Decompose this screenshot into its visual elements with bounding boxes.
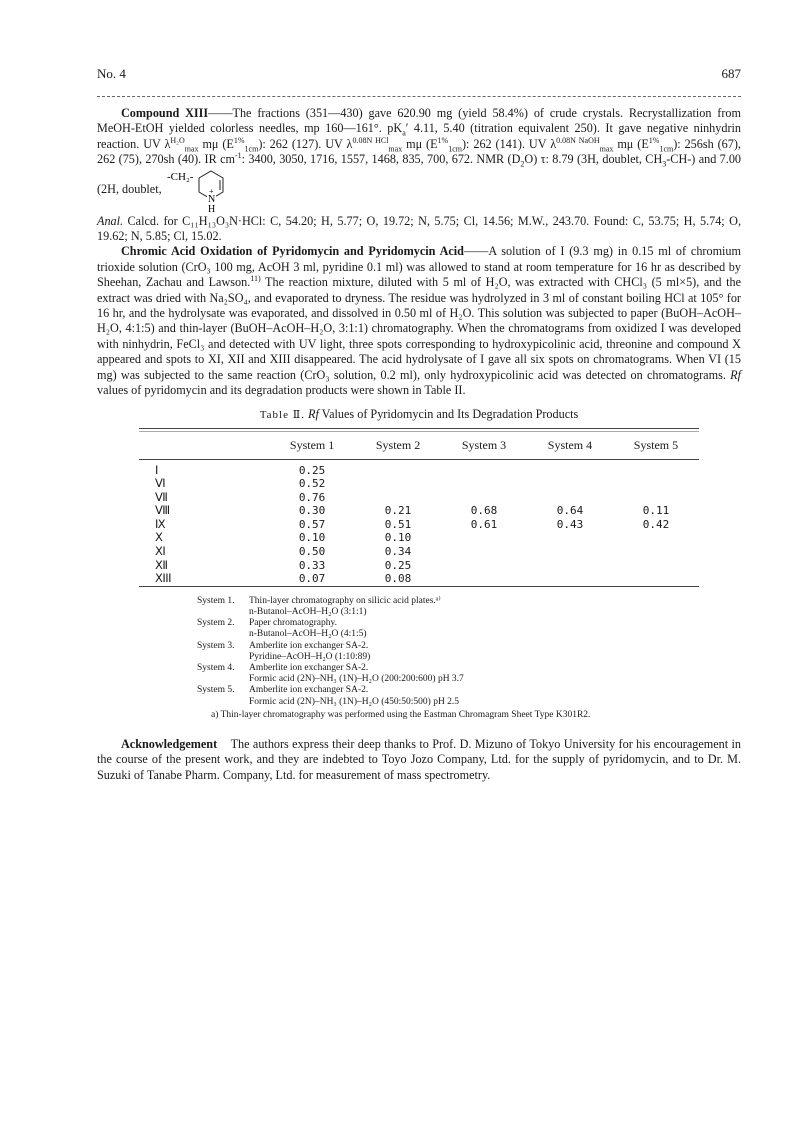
rf-value xyxy=(355,491,441,505)
sub: 1cm xyxy=(244,144,259,154)
rf-value: 0.10 xyxy=(298,531,326,545)
rf-value xyxy=(613,572,699,586)
text: ): 262 (127). UV λ xyxy=(258,136,353,151)
note-line xyxy=(197,663,737,674)
ack-title: Acknowledgement xyxy=(121,737,218,752)
compound-label: Ⅹ xyxy=(155,530,163,545)
sub: max xyxy=(184,144,199,154)
rf-value: 0.10 xyxy=(384,531,412,545)
sup: 1% xyxy=(437,135,449,145)
sup: 0.08N HCl xyxy=(352,135,389,145)
acknowledgement-paragraph xyxy=(97,737,741,783)
sup: 1% xyxy=(233,135,245,145)
note-text: n-Butanol–AcOH–H₂O (3:1:1) xyxy=(249,607,367,618)
rf-value: 0.50 xyxy=(298,545,326,559)
rf-value xyxy=(355,477,441,491)
table-header-row xyxy=(139,431,699,459)
rf-value xyxy=(527,491,613,505)
rf-value xyxy=(527,572,613,586)
dash: —— xyxy=(463,244,489,259)
compound-label: Ⅶ xyxy=(155,489,168,504)
compound-label: Ⅵ xyxy=(155,476,166,491)
text: mμ (E xyxy=(613,136,649,151)
table-row xyxy=(139,531,699,545)
note-line xyxy=(197,618,737,629)
note-text: Thin-layer chromatography on silicic acid plates.ᵃ⁾ xyxy=(249,595,441,606)
rf-value: 0.11 xyxy=(642,504,670,518)
rf-value xyxy=(441,477,527,491)
text: mμ (E xyxy=(402,136,438,151)
note-line xyxy=(197,652,737,663)
compound-label: XIII xyxy=(155,571,172,586)
rf-value: 0.43 xyxy=(556,517,584,531)
rf-value: 0.64 xyxy=(556,504,584,518)
table-row xyxy=(139,464,699,478)
column-header: System 5 xyxy=(633,437,679,452)
dash: —— xyxy=(208,106,233,120)
compound-label: Ⅷ xyxy=(155,503,170,518)
note-key: System 5. xyxy=(197,685,235,696)
compound-label: Ⅸ xyxy=(155,516,166,531)
rf-value xyxy=(441,464,527,478)
sup: 0.08N NaOH xyxy=(556,135,600,145)
table-footnote xyxy=(197,710,737,721)
compound-xiii-title: Compound XIII xyxy=(121,106,209,120)
rf-value: 0.21 xyxy=(384,504,412,518)
table-row xyxy=(139,572,699,586)
sup: 1% xyxy=(648,135,660,145)
sub: a xyxy=(402,128,406,138)
text: ′ 4.11, 5.40 (titration equivalent 250). It gave negative ninhydrin reaction. UV λ xyxy=(97,121,741,151)
plus-sign: + xyxy=(208,186,214,196)
pyridinium-structure-icon xyxy=(167,168,229,212)
compound-xiii-paragraph xyxy=(97,106,741,212)
note-key xyxy=(197,652,249,663)
rf-value xyxy=(527,559,613,573)
note-key: System 2. xyxy=(197,618,235,629)
note-key xyxy=(197,607,249,618)
sub: max xyxy=(388,144,403,154)
rf-term: Rf xyxy=(730,367,741,382)
note-line xyxy=(197,697,737,708)
note-text: Formic acid (2N)–NH₃ (1N)–H₂O (200:200:600) pH 3.7 xyxy=(249,674,464,685)
rf-value xyxy=(613,545,699,559)
rf-value xyxy=(613,477,699,491)
rf-value xyxy=(441,531,527,545)
text: The fractions (351—430) gave 620.90 mg (yield 58.4%) of crude crystals. Recrystallization from MeOH-EtOH yielded colorless needles, mp 160—161°. pK xyxy=(97,106,741,136)
note-line xyxy=(197,674,737,685)
rf-value: 0.51 xyxy=(384,517,412,531)
rf-value: 0.68 xyxy=(470,504,498,518)
column-header: System 1 xyxy=(289,437,335,452)
note-key xyxy=(197,674,249,685)
compound-label: Ⅺ xyxy=(155,544,166,559)
note-key xyxy=(197,629,249,640)
h-atom: H xyxy=(207,203,215,212)
text: O) τ: 8.79 (3H, doublet, CH xyxy=(524,152,663,167)
running-header xyxy=(97,66,741,84)
sup: H₂O xyxy=(170,135,185,145)
rf-value: 0.57 xyxy=(298,517,326,531)
rf-value: 0.76 xyxy=(298,490,326,504)
issue-number: No. 4 xyxy=(97,66,126,81)
sub: 3 xyxy=(662,159,667,169)
text: values of pyridomycin and its degradation products were shown in Table II. xyxy=(97,383,466,398)
sub: 1cm xyxy=(448,144,462,154)
column-header: System 3 xyxy=(461,437,507,452)
compound-label: Ⅻ xyxy=(155,557,168,572)
note-text: Amberlite ion exchanger SA-2. xyxy=(249,685,369,696)
text: : 3400, 3050, 1716, 1557, 1468, 835, 700, 672. NMR (D xyxy=(241,152,521,167)
sub: max xyxy=(599,144,614,154)
rf-value: 0.07 xyxy=(298,572,326,586)
column-header: System 2 xyxy=(375,437,421,452)
sub: 2 xyxy=(520,159,525,169)
rf-value xyxy=(613,531,699,545)
rf-value: 0.33 xyxy=(298,558,326,572)
table-row xyxy=(139,518,699,532)
chromic-paragraph xyxy=(97,244,741,398)
table-row xyxy=(139,491,699,505)
note-key xyxy=(197,697,249,708)
rf-value xyxy=(355,464,441,478)
table-notes xyxy=(197,596,737,708)
note-text: Amberlite ion exchanger SA-2. xyxy=(249,640,369,651)
rf-value: 0.42 xyxy=(642,517,670,531)
note-line xyxy=(197,607,737,618)
table-body xyxy=(139,464,699,587)
note-line xyxy=(197,641,737,652)
rf-value: 0.34 xyxy=(384,545,412,559)
rf-value xyxy=(441,491,527,505)
ack-text: The authors express their deep thanks to Prof. D. Mizuno of Tokyo University for his encouragement in the course of the present work, and they are indebted to Toyo Jozo Company, Ltd. for the supply of pyridomycin, and to Dr. M. Suzuki of Tanabe Pharm. Company, Ltd. for measurement of mass spectrometry. xyxy=(97,737,741,782)
compound-label: Ⅰ xyxy=(155,462,158,477)
text: The reaction mixture, diluted with 5 ml of H₂O, was extracted with CHCl₃ (5 ml×5), and the extract was dried with Na₂SO₄, and evaporated to dryness. The residue was hydrolyzed in 3 ml of constant boiling HCl at 105° for 16 hr, and the hydrolysate was evaporated, and dissolved in 0.50 ml of H₂O. This solution was subjected to paper (BuOH–AcOH–H₂O, 4:1:5) and thin-layer (BuOH–AcOH–H₂O, 3:1:1) chromatography. When the chromatograms from oxidized I was developed with ninhydrin, FeCl₃ and detected with UV light, three spots corresponding to hydroxypicolinic acid, threonine and compound X appeared and spots to XI, XII and XIII disappeared. The acid hydrolysate of I gave all six spots on chromatograms. When VI (15 mg) was subjected to the same reaction (CrO₃ solution, 0.2 ml), only hydroxypicolinic acid was detected on chromatograms. xyxy=(97,275,741,382)
n-atom: N xyxy=(207,193,215,205)
caption-text: Values of Pyridomycin and Its Degradation Products xyxy=(318,406,579,421)
rf-value: 0.52 xyxy=(298,477,326,491)
rf-value: 0.61 xyxy=(470,517,498,531)
rf-value xyxy=(527,531,613,545)
table-label: Table Ⅱ. xyxy=(259,408,305,421)
rf-value: 0.08 xyxy=(384,572,412,586)
header-rule xyxy=(97,96,741,97)
rf-value xyxy=(527,545,613,559)
column-header xyxy=(139,431,269,459)
anal-paragraph xyxy=(97,214,741,245)
sup: -1 xyxy=(235,151,242,161)
footnote-text: a) Thin-layer chromatography was performed using the Eastman Chromagram Sheet Type K301R2. xyxy=(211,709,591,720)
journal-page xyxy=(97,66,741,783)
note-text: Pyridine–AcOH–H₂O (1:10:89) xyxy=(249,651,371,662)
note-text: Paper chromatography. xyxy=(249,618,338,629)
rf-value xyxy=(613,559,699,573)
sub: 1cm xyxy=(659,144,674,154)
reference-mark: 11) xyxy=(250,274,261,284)
note-line xyxy=(197,596,737,607)
note-line xyxy=(197,685,737,696)
text: A solution of I (9.3 mg) in 0.15 ml of chromium trioxide solution (CrO₃ 100 mg, AcOH 3 ml, pyridine 0.1 ml) was allowed to stand at room temperature for 16 hr as described by Sheehan, Zachau and Lawson. xyxy=(97,244,742,290)
anal-label: Anal. xyxy=(97,213,124,228)
rf-value xyxy=(441,572,527,586)
note-text: Formic acid (2N)–NH₃ (1N)–H₂O (450:50:500) pH 2.5 xyxy=(249,696,460,707)
rf-value xyxy=(527,477,613,491)
table-row xyxy=(139,477,699,491)
rf-value: 0.25 xyxy=(384,558,412,572)
rf-values-table xyxy=(139,428,699,588)
column-header: System 4 xyxy=(547,437,593,452)
rf-value xyxy=(613,491,699,505)
note-key: System 3. xyxy=(197,640,235,651)
note-key: System 4. xyxy=(197,663,235,674)
text: -CH-) and 7.00 (2H, doublet, xyxy=(97,152,742,196)
rf-value: 0.25 xyxy=(298,463,326,477)
rf-value xyxy=(441,545,527,559)
text: ): 262 (141). UV λ xyxy=(462,136,557,151)
ch2-label: -CH₂- xyxy=(166,170,194,183)
note-key: System 1. xyxy=(197,595,235,606)
rf-value xyxy=(613,464,699,478)
table-row xyxy=(139,504,699,518)
text: mμ (E xyxy=(198,136,234,151)
note-text: n-Butanol–AcOH–H₂O (4:1:5) xyxy=(249,629,367,640)
table-caption xyxy=(97,407,741,422)
rule xyxy=(139,586,699,588)
chromic-title: Chromic Acid Oxidation of Pyridomycin and Pyridomycin Acid xyxy=(121,244,464,259)
note-line xyxy=(197,629,737,640)
rf-value xyxy=(441,559,527,573)
table-row xyxy=(139,559,699,573)
anal-text: Calcd. for C₁₁H₁₃O₃N·HCl: C, 54.20; H, 5.77; O, 19.72; N, 5.75; Cl, 14.56; M.W., 243.70. Found: C, 53.75; H, 5.74; O, 19.62; N, 5.85; Cl, 15.02. xyxy=(97,213,741,244)
rf-value: 0.30 xyxy=(298,504,326,518)
page-number: 687 xyxy=(721,66,741,81)
text: ): 256sh (67), 262 (75), 270sh (40). IR cm xyxy=(97,136,741,167)
table-row xyxy=(139,545,699,559)
rf-value xyxy=(527,464,613,478)
note-text: Amberlite ion exchanger SA-2. xyxy=(249,663,369,674)
rf-term: Rf xyxy=(308,406,319,421)
